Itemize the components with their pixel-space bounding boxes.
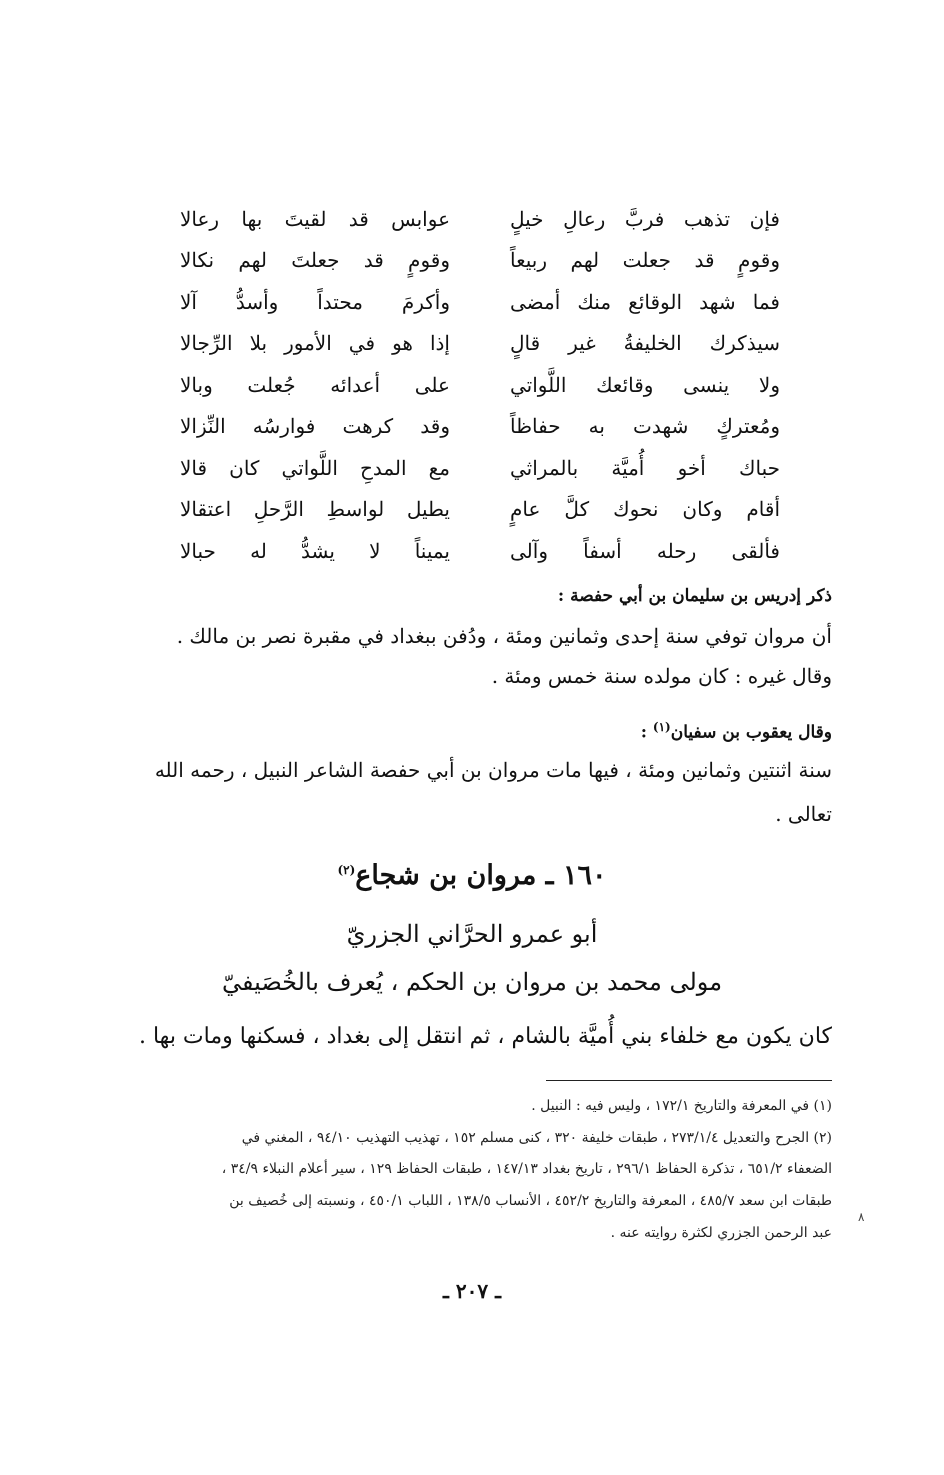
verse-second-hemistich: وأكرمَ محتداً وأسدُّ آلا xyxy=(180,289,450,314)
section2-label xyxy=(641,720,832,743)
poem xyxy=(180,198,780,572)
verse-first-hemistich: ومُعتركٍ شهدت به حفاظاً xyxy=(510,414,780,439)
poem-verse xyxy=(180,364,780,406)
footnote-divider xyxy=(546,1080,832,1081)
footnote-1: (١) في المعرفة والتاريخ ١٧٢/١ ، وليس فيه : النبيل . xyxy=(531,1098,832,1114)
entry-title-text: ١٦٠ ـ مروان بن شجاع xyxy=(355,860,607,891)
verse-first-hemistich: حباك أخو أُميَّة بالمراثي xyxy=(510,455,780,480)
footnote-2-line1: (٢) الجرح والتعديل ٢٧٣/١/٤ ، طبقات خليفة ٣٢٠ ، كنى مسلم ١٥٢ ، تهذيب التهذيب ٩٤/١٠ ، المغني في xyxy=(241,1130,832,1146)
footnote-2-line2: الضعفاء ٦٥١/٢ ، تذكرة الحفاظ ٢٩٦/١ ، تاريخ بغداد ١٤٧/١٣ ، طبقات الحفاظ ١٢٩ ، سير أعلام النبلاء ٣٤/٩ ، xyxy=(221,1161,832,1177)
verse-second-hemistich: وقد كرهت فوارسُه النِّزالا xyxy=(180,414,450,439)
verse-first-hemistich: أقام وكان نحوك كلَّ عامٍ xyxy=(510,497,780,522)
section1-line2: وقال غيره : كان مولده سنة خمس ومئة . xyxy=(491,664,832,688)
footnote-ref-2: (٢) xyxy=(337,863,356,877)
verse-first-hemistich: سيذكرك الخليفةُ غير قالٍ xyxy=(510,331,780,356)
section1-label: ذكر إدريس بن سليمان بن أبي حفصة : xyxy=(557,586,832,606)
margin-mark: ٨ xyxy=(858,1210,865,1224)
poem-verse xyxy=(180,240,780,282)
entry-kunya: أبو عمرو الحرَّاني الجزريّ xyxy=(346,920,598,948)
entry-lineage: مولى محمد بن مروان بن الحكم ، يُعرف بالخُصَيفيّ xyxy=(221,968,723,996)
verse-first-hemistich: فألقى رحله أسفاً وآلى xyxy=(510,538,780,563)
verse-second-hemistich: وقومٍ قد جعلتَ لهم نكالا xyxy=(180,248,450,273)
poem-verse xyxy=(180,323,780,365)
poem-verse xyxy=(180,281,780,323)
section2-line2: تعالى . xyxy=(775,802,832,826)
poem-verse xyxy=(180,447,780,489)
poem-verse xyxy=(180,198,780,240)
verse-first-hemistich: وقومٍ قد جعلت لهم ربيعاً xyxy=(510,248,780,273)
poem-verse xyxy=(180,530,780,572)
verse-first-hemistich: ولا ينسى وقائعك اللَّواتي xyxy=(510,372,780,397)
verse-first-hemistich: فما شهد الوقائع منك أمضى xyxy=(510,289,780,314)
footnote-ref-1: (١) xyxy=(652,720,671,734)
section2-line1: سنة اثنتين وثمانين ومئة ، فيها مات مروان بن أبي حفصة الشاعر النبيل ، رحمه الله xyxy=(154,758,832,782)
entry-bio: كان يكون مع خلفاء بني أُميَّة بالشام ، ثم انتقل إلى بغداد ، فسكنها ومات بها . xyxy=(138,1024,832,1049)
poem-verse xyxy=(180,406,780,448)
verse-second-hemistich: يطيل لواسطِ الرَّحلِ اعتقالا xyxy=(180,497,450,522)
verse-second-hemistich: يميناً لا يشدُّ له حبالا xyxy=(180,538,450,563)
page-number: ـ ٢٠٧ ـ xyxy=(443,1279,501,1303)
section2-label-end: : xyxy=(640,722,653,743)
entry-title xyxy=(0,860,944,891)
footnote-2-line3: طبقات ابن سعد ٤٨٥/٧ ، المعرفة والتاريخ ٤٥٢/٢ ، الأنساب ١٣٨/٥ ، اللباب ٤٥٠/١ ، ونسبته إلى خُصيف بن xyxy=(229,1193,832,1209)
poem-verse xyxy=(180,489,780,531)
section1-line1: أن مروان توفي سنة إحدى وثمانين ومئة ، ودُفن ببغداد في مقبرة نصر بن مالك . xyxy=(176,624,832,648)
verse-second-hemistich: عوابس قد لقيتَ بها رعالا xyxy=(180,206,450,231)
verse-second-hemistich: على أعدائه جُعلت وبالا xyxy=(180,372,450,397)
verse-second-hemistich: إذا هو في الأمور بلا الرِّجالا xyxy=(180,331,450,356)
verse-second-hemistich: مع المدحِ اللَّواتي كان قالا xyxy=(180,455,450,480)
section2-label-text: وقال يعقوب بن سفيان xyxy=(670,722,832,743)
footnote-2-line4: عبد الرحمن الجزري لكثرة روايته عنه . xyxy=(610,1225,832,1241)
verse-first-hemistich: فإن تذهب فربَّ رعالِ خيلٍ xyxy=(510,206,780,231)
